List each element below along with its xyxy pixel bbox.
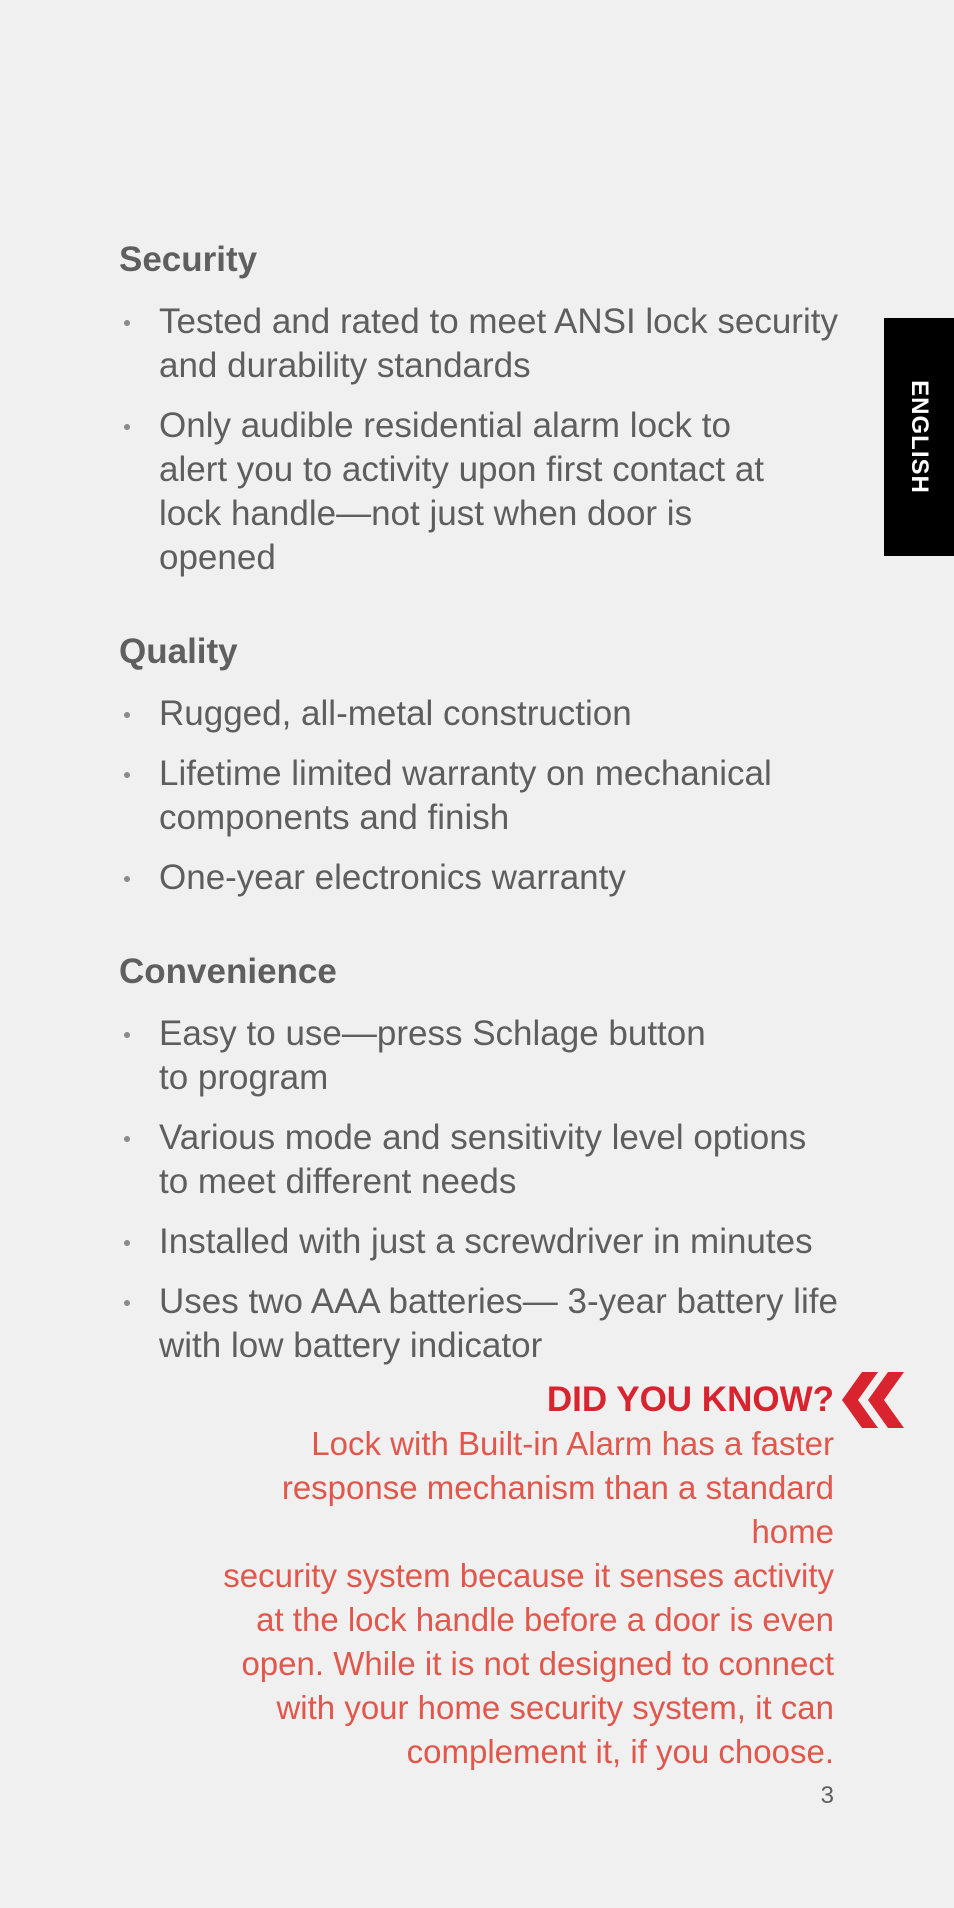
callout-line: at the lock handle before a door is even xyxy=(256,1601,834,1638)
callout-line: open. While it is not designed to connect xyxy=(241,1645,834,1682)
list-item xyxy=(119,1280,879,1368)
list-item xyxy=(119,300,839,388)
language-tab xyxy=(884,318,954,556)
bullet-icon xyxy=(124,320,130,326)
callout-line: Lock with Built-in Alarm has a faster xyxy=(311,1425,834,1462)
section-security xyxy=(119,238,839,580)
list-item-text: Uses two AAA batteries— 3-year battery life with low battery indicator xyxy=(159,1282,838,1365)
bullet-list xyxy=(119,300,839,580)
list-item xyxy=(119,752,819,840)
list-item-text: Only audible residential alarm lock to alert you to activity upon first contact at lock handle—not just when door is opened xyxy=(159,406,765,577)
list-item-text: Various mode and sensitivity level options to meet different needs xyxy=(159,1118,807,1201)
callout-title: DID YOU KNOW? xyxy=(546,1380,834,1419)
double-chevron-left-icon xyxy=(842,1372,908,1428)
list-item-text: Lifetime limited warranty on mechanical components and finish xyxy=(159,754,772,837)
callout-line: response mechanism than a standard home xyxy=(281,1469,834,1550)
callout-body xyxy=(194,1422,834,1774)
section-convenience xyxy=(119,950,839,1368)
bullet-icon xyxy=(124,1136,130,1142)
section-title: Quality xyxy=(119,632,238,671)
list-item xyxy=(119,404,799,580)
bullet-icon xyxy=(124,424,130,430)
did-you-know-callout xyxy=(194,1378,834,1774)
bullet-icon xyxy=(124,1300,130,1306)
list-item-text: Tested and rated to meet ANSI lock security and durability standards xyxy=(159,302,838,385)
bullet-icon xyxy=(124,1032,130,1038)
bullet-list xyxy=(119,1012,839,1368)
feature-list xyxy=(119,238,839,1418)
callout-line: complement it, if you choose. xyxy=(406,1733,834,1770)
list-item xyxy=(119,1116,839,1204)
callout-line: with your home security system, it can xyxy=(276,1689,834,1726)
list-item xyxy=(119,856,839,900)
section-title: Convenience xyxy=(119,952,337,991)
language-tab-label: ENGLISH xyxy=(906,380,933,494)
section-quality xyxy=(119,630,839,900)
list-item-text: Rugged, all-metal construction xyxy=(159,694,632,733)
list-item-text: One-year electronics warranty xyxy=(159,858,626,897)
bullet-icon xyxy=(124,772,130,778)
bullet-list xyxy=(119,692,839,900)
bullet-icon xyxy=(124,876,130,882)
list-item xyxy=(119,1012,739,1100)
list-item-text: Installed with just a screwdriver in minutes xyxy=(159,1222,813,1261)
bullet-icon xyxy=(124,712,130,718)
list-item xyxy=(119,1220,879,1264)
callout-line: security system because it senses activity xyxy=(223,1557,834,1594)
bullet-icon xyxy=(124,1240,130,1246)
section-title: Security xyxy=(119,240,258,279)
page-number: 3 xyxy=(820,1782,834,1809)
list-item-text: Easy to use—press Schlage button to program xyxy=(159,1014,706,1097)
list-item xyxy=(119,692,839,736)
